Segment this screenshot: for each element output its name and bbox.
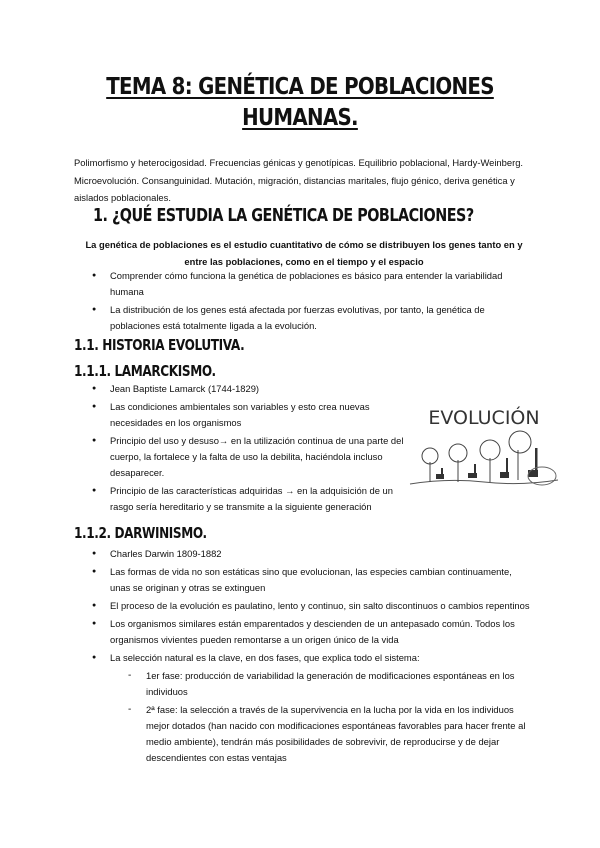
list-item: ● Principio de las características adquiridas → en la adquisición de un rasgo sería hereditario y se transmite a la siguiente generación (92, 483, 408, 515)
darwinism-bullets (92, 546, 530, 768)
section-1-lead: La genética de poblaciones es el estudio cuantitativo de cómo se distribuyen los genes tanto en y entre las poblaciones, como en el tiempo y el espacio (85, 239, 523, 267)
lamarckism-bullets (92, 381, 408, 517)
sub-list-item: - 2ª fase: la selección a través de la supervivencia en la lucha por la vida en los individuos mejor dotados (han nacido con modificaciones espontáneas favorables para hacer frente al medio ambiente), tendrán más posibilidades de sobrevivir, de reproducirse y de dejar descendientes con estas ventajas (128, 702, 530, 766)
list-item: ● La distribución de los genes está afectada por fuerzas evolutivas, por tanto, la genética de poblaciones está totalmente ligada a la evolución. (92, 302, 530, 334)
list-item: ● Principio del uso y desuso→ en la utilización continua de una parte del cuerpo, la fortalece y la falta de uso la debilita, haciéndola incluso desaparecer. (92, 433, 408, 481)
list-item: ● Las condiciones ambientales son variables y esto crea nuevas necesidades en los organismos (92, 399, 408, 431)
sub-list-item: - 1er fase: producción de variabilidad la generación de modificaciones espontáneas en los individuos (128, 668, 530, 700)
list-item: ● El proceso de la evolución es paulatino, lento y continuo, sin salto discontinuos o cambios repentinos (92, 598, 530, 614)
document-title: TEMA 8: GENÉTICA DE POBLACIONES HUMANAS. (106, 74, 494, 131)
figure-label: EVOLUCIÓN (428, 407, 540, 429)
list-item: ● Charles Darwin 1809-1882 (92, 546, 530, 562)
list-item-text: La selección natural es la clave, en dos fases, que explica todo el sistema: (110, 652, 420, 663)
list-item: ● Las formas de vida no son estáticas sino que evolucionan, las especies cambian continuamente, unas se originan y otras se extinguen (92, 564, 530, 596)
section-1-1-2-heading: 1.1.2. DARWINISMO. (74, 524, 207, 542)
list-item: ● Los organismos similares están emparentados y descienden de un antepasado común. Todos los organismos vivientes pueden remontarse a un origen único de la vida (92, 616, 530, 648)
list-item: ● Comprender cómo funciona la genética de poblaciones es básico para entender la variabilidad humana (92, 268, 530, 300)
evolution-illustration-icon (408, 398, 560, 492)
section-1-1-heading: 1.1. HISTORIA EVOLUTIVA. (74, 336, 245, 354)
list-item (92, 650, 530, 766)
topic-summary: Polimorfismo y heterocigosidad. Frecuencias génicas y genotípicas. Equilibrio poblacional, Hardy-Weinberg. Microevolución. Consanguinidad. Mutación, migración, distancias maritales, flujo génico, deriva genética y aislados poblacionales. (74, 157, 524, 203)
section-1-bullets (92, 268, 530, 336)
list-item: ● Jean Baptiste Lamarck (1744-1829) (92, 381, 408, 397)
selection-phases (128, 668, 530, 766)
section-1-heading: 1. ¿QUÉ ESTUDIA LA GENÉTICA DE POBLACIONES? (93, 206, 474, 226)
section-1-1-1-heading: 1.1.1. LAMARCKISMO. (74, 362, 216, 380)
